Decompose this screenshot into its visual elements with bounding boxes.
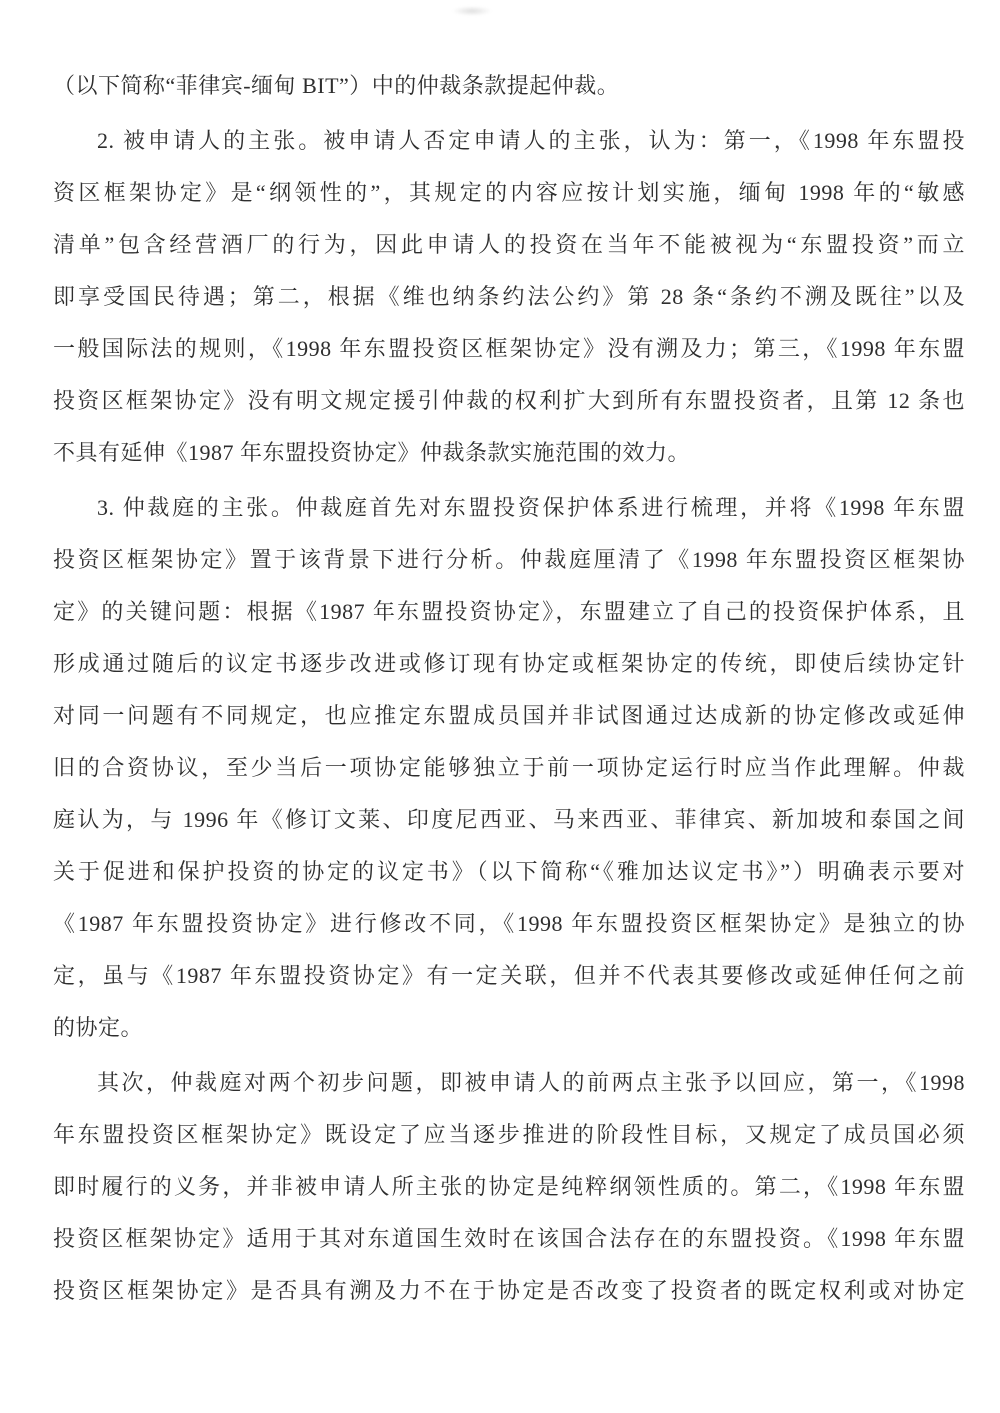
text-line: 一般国际法的规则，《1998 年东盟投资区框架协定》没有溯及力；第三，《1998 年东盟 <box>53 336 965 361</box>
text-line: 2. 被申请人的主张。被申请人否定申请人的主张，认为：第一，《1998 年东盟投 <box>97 128 965 153</box>
text-line: 投资区框架协定》置于该背景下进行分析。仲裁庭厘清了《1998 年东盟投资区框架协 <box>53 547 965 572</box>
text-line: 投资区框架协定》适用于其对东道国生效时在该国合法存在的东盟投资。《1998 年东盟 <box>53 1226 965 1251</box>
paragraph-1 <box>53 60 965 112</box>
text-line: 定，虽与《1987 年东盟投资协定》有一定关联，但并不代表其要修改或延伸任何之前 <box>53 963 965 988</box>
text-line: 定》的关键问题：根据《1987 年东盟投资协定》，东盟建立了自己的投资保护体系，且 <box>53 599 965 624</box>
text-line: （以下简称“菲律宾-缅甸 BIT”）中的仲裁条款提起仲裁。 <box>53 73 620 98</box>
text-line: 旧的合资协议，至少当后一项协定能够独立于前一项协定运行时应当作此理解。仲裁 <box>53 755 965 780</box>
text-line: 形成通过随后的议定书逐步改进或修订现有协定或框架协定的传统，即使后续协定针 <box>53 651 965 676</box>
text-line: 不具有延伸《1987 年东盟投资协定》仲裁条款实施范围的效力。 <box>53 440 691 465</box>
text-line: 《1987 年东盟投资协定》进行修改不同，《1998 年东盟投资区框架协定》是独立的协 <box>53 911 965 936</box>
text-line: 3. 仲裁庭的主张。仲裁庭首先对东盟投资保护体系进行梳理，并将《1998 年东盟 <box>97 495 965 520</box>
cropped-text-remnant <box>452 6 492 16</box>
text-line: 的协定。 <box>53 1015 144 1040</box>
document-body <box>53 60 965 1317</box>
text-line: 即时履行的义务，并非被申请人所主张的协定是纯粹纲领性质的。第二，《1998 年东盟 <box>53 1174 965 1199</box>
paragraph-3 <box>53 482 965 1054</box>
text-line: 年东盟投资区框架协定》既设定了应当逐步推进的阶段性目标，又规定了成员国必须 <box>53 1122 965 1147</box>
text-line: 庭认为，与 1996 年《修订文莱、印度尼西亚、马来西亚、菲律宾、新加坡和泰国之间 <box>53 807 965 832</box>
text-line: 其次，仲裁庭对两个初步问题，即被申请人的前两点主张予以回应，第一，《1998 <box>97 1070 965 1095</box>
text-line: 资区框架协定》是“纲领性的”，其规定的内容应按计划实施，缅甸 1998 年的“敏感 <box>53 180 965 205</box>
text-line: 投资区框架协定》是否具有溯及力不在于协定是否改变了投资者的既定权利或对协定 <box>53 1278 965 1303</box>
text-line: 关于促进和保护投资的协定的议定书》（以下简称“《雅加达议定书》”）明确表示要对 <box>53 859 965 884</box>
paragraph-2 <box>53 115 965 479</box>
text-line: 对同一问题有不同规定，也应推定东盟成员国并非试图通过达成新的协定修改或延伸 <box>53 703 965 728</box>
text-line: 即享受国民待遇；第二，根据《维也纳条约法公约》第 28 条“条约不溯及既往”以及 <box>53 284 965 309</box>
text-line: 投资区框架协定》没有明文规定援引仲裁的权利扩大到所有东盟投资者，且第 12 条也 <box>53 388 965 413</box>
paragraph-4 <box>53 1057 965 1317</box>
text-line: 清单”包含经营酒厂的行为，因此申请人的投资在当年不能被视为“东盟投资”而立 <box>53 232 965 257</box>
